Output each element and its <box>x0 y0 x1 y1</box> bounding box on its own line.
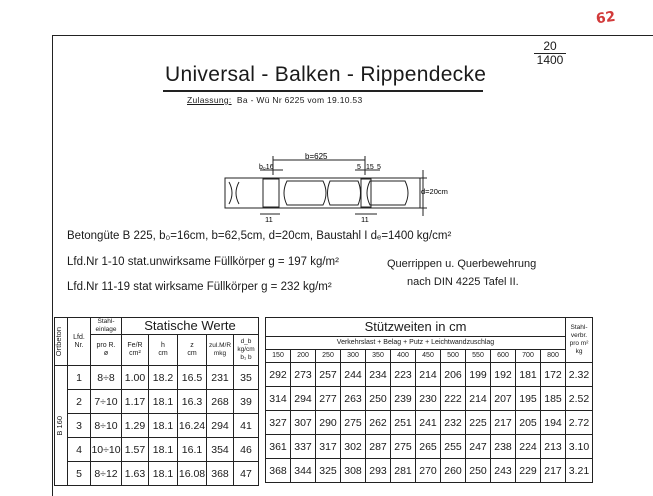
header-pro-rippe: pro R. <box>96 342 116 349</box>
header-lfd: Lfd. <box>73 333 85 341</box>
title-underline <box>163 90 483 92</box>
cell: 354 <box>207 438 234 462</box>
cell: 41 <box>234 414 259 438</box>
span-cell: 185 <box>541 387 566 411</box>
span-cell: 250 <box>466 459 491 483</box>
cell: 18.1 <box>149 438 178 462</box>
span-cell: 239 <box>391 387 416 411</box>
span-cell: 314 <box>266 387 291 411</box>
handwritten-annotation: 62 <box>594 8 617 28</box>
approval-text: Ba - Wü Nr 6225 vom 19.10.53 <box>236 95 363 105</box>
span-cell: 368 <box>266 459 291 483</box>
span-cell: 206 <box>441 363 466 387</box>
approval-label: Zulassung: <box>187 95 232 105</box>
header-ortbeton: Ortbeton <box>54 326 63 357</box>
span-cell: 292 <box>266 363 291 387</box>
span-cell: 225 <box>466 411 491 435</box>
cell: 16.24 <box>178 414 207 438</box>
span-cell: 217 <box>541 459 566 483</box>
span-cell: 223 <box>391 363 416 387</box>
span-header-cell: 550 <box>466 350 491 363</box>
spec-din: nach DIN 4225 Tafel II. <box>407 276 519 288</box>
span-cell: 192 <box>491 363 516 387</box>
steel-usage-cell: 3.21 <box>566 459 593 483</box>
span-cell: 205 <box>516 411 541 435</box>
span-cell: 302 <box>341 435 366 459</box>
span-header-cell: 800 <box>541 350 566 363</box>
cell: 5 <box>68 462 91 486</box>
span-cell: 217 <box>491 411 516 435</box>
span-cell: 230 <box>416 387 441 411</box>
span-cell: 214 <box>466 387 491 411</box>
span-cell: 247 <box>466 435 491 459</box>
span-cell: 337 <box>291 435 316 459</box>
header-b1: b₁ <box>240 354 247 361</box>
spec-cross-ribs: Querrippen u. Querbewehrung <box>387 258 537 270</box>
cell: 1.00 <box>122 366 149 390</box>
cell: 18.1 <box>149 414 178 438</box>
cell: 3 <box>68 414 91 438</box>
header-stahleinlage: Stahl-einlage <box>95 318 117 333</box>
span-cell: 232 <box>441 411 466 435</box>
cell: 18.1 <box>149 462 178 486</box>
span-header-cell: 500 <box>441 350 466 363</box>
table-row <box>266 363 593 387</box>
span-cell: 270 <box>416 459 441 483</box>
dim-five: 5 <box>357 164 361 171</box>
span-cell: 308 <box>341 459 366 483</box>
table-row <box>55 438 259 462</box>
cell: 16.5 <box>178 366 207 390</box>
span-cell: 262 <box>366 411 391 435</box>
page-title: Universal - Balken - Rippendecke <box>165 63 487 86</box>
spec-fillers-1-10: Lfd.Nr 1-10 stat.unwirksame Füllkörper g = 197 kg/m² <box>67 256 339 268</box>
span-cell: 229 <box>516 459 541 483</box>
span-cell: 265 <box>416 435 441 459</box>
span-cell: 214 <box>416 363 441 387</box>
span-header-cell: 200 <box>291 350 316 363</box>
span-cell: 327 <box>266 411 291 435</box>
span-cell: 293 <box>366 459 391 483</box>
page-number <box>534 40 566 67</box>
table-row <box>55 390 259 414</box>
cell: 16.3 <box>178 390 207 414</box>
dim-five-right: 5 <box>377 164 381 171</box>
side-label-b160: B 160 <box>55 415 64 436</box>
dim-b: b=625 <box>305 152 328 161</box>
header-db: d_b kg/cm <box>237 338 255 353</box>
span-cell: 287 <box>366 435 391 459</box>
cell: 368 <box>207 462 234 486</box>
cell: 8÷8 <box>91 366 122 390</box>
steel-usage-cell: 2.32 <box>566 363 593 387</box>
table-row <box>266 459 593 483</box>
dim-eleven-right: 11 <box>361 215 369 224</box>
cell: 16.1 <box>178 438 207 462</box>
cell: 18.2 <box>149 366 178 390</box>
span-cell: 244 <box>341 363 366 387</box>
span-cell: 281 <box>391 459 416 483</box>
steel-usage-cell: 2.72 <box>566 411 593 435</box>
cell: 46 <box>234 438 259 462</box>
span-header-cell: 350 <box>366 350 391 363</box>
cell: 231 <box>207 366 234 390</box>
header-nr: Nr. <box>74 341 84 349</box>
span-cell: 181 <box>516 363 541 387</box>
span-header-cell: 250 <box>316 350 341 363</box>
span-cell: 257 <box>316 363 341 387</box>
span-cell: 275 <box>391 435 416 459</box>
spec-concrete: Betongüte B 225, b₀=16cm, b=62,5cm, d=20cm, Baustahl I dₑ=1400 kg/cm² <box>67 230 452 242</box>
span-cell: 275 <box>341 411 366 435</box>
steel-usage-cell: 3.10 <box>566 435 593 459</box>
span-cell: 255 <box>441 435 466 459</box>
header-stuetzweiten: Stützweiten in cm <box>364 319 467 334</box>
cell: 7÷10 <box>91 390 122 414</box>
span-cell: 307 <box>291 411 316 435</box>
header-zul-m: zul.M/R <box>208 342 232 349</box>
cell: 1.57 <box>122 438 149 462</box>
cell: 47 <box>234 462 259 486</box>
span-cell: 294 <box>291 387 316 411</box>
span-cell: 251 <box>391 411 416 435</box>
header-b: b <box>248 354 252 361</box>
dim-b0: b₀16 <box>259 164 274 171</box>
span-cell: 241 <box>416 411 441 435</box>
cell: 18.1 <box>149 390 178 414</box>
header-statische-werte: Statische Werte <box>144 318 236 333</box>
header-stahlverbr: Stahl-verbr. <box>570 324 588 339</box>
span-cell: 194 <box>541 411 566 435</box>
table-row <box>55 366 259 390</box>
span-cell: 250 <box>366 387 391 411</box>
table-row <box>55 414 259 438</box>
page-number-bottom: 1400 <box>536 53 564 67</box>
cell: 10÷10 <box>91 438 122 462</box>
dim-d: d=20cm <box>421 187 448 196</box>
table-row <box>55 462 259 486</box>
header-h: h <box>161 342 165 349</box>
span-cell: 273 <box>291 363 316 387</box>
cell: 39 <box>234 390 259 414</box>
header-z: z <box>190 342 194 349</box>
span-cell: 277 <box>316 387 341 411</box>
cell: 1.29 <box>122 414 149 438</box>
span-cell: 213 <box>541 435 566 459</box>
span-cell: 238 <box>491 435 516 459</box>
dim-eleven-left: 11 <box>265 215 273 224</box>
cell: 268 <box>207 390 234 414</box>
span-cell: 263 <box>341 387 366 411</box>
span-cell: 260 <box>441 459 466 483</box>
span-cell: 325 <box>316 459 341 483</box>
cell: 1.17 <box>122 390 149 414</box>
span-cell: 317 <box>316 435 341 459</box>
cell: 4 <box>68 438 91 462</box>
span-cell: 172 <box>541 363 566 387</box>
cell: 16.08 <box>178 462 207 486</box>
cell: 8÷12 <box>91 462 122 486</box>
span-header-cell: 450 <box>416 350 441 363</box>
cell: 8÷10 <box>91 414 122 438</box>
steel-usage-cell: 2.52 <box>566 387 593 411</box>
static-values-table <box>54 317 259 486</box>
span-cell: 207 <box>491 387 516 411</box>
span-header-cell: 700 <box>516 350 541 363</box>
span-cell: 222 <box>441 387 466 411</box>
span-cell: 199 <box>466 363 491 387</box>
beam-cross-section-drawing <box>215 150 448 225</box>
dim-fifteen: 15 <box>366 164 374 171</box>
span-cell: 290 <box>316 411 341 435</box>
span-cell: 234 <box>366 363 391 387</box>
header-stahl-unit: pro m² kg <box>569 340 589 355</box>
span-widths-table <box>265 317 593 483</box>
header-phi: ø <box>103 350 109 357</box>
span-header-row <box>266 350 593 363</box>
span-cell: 224 <box>516 435 541 459</box>
header-z-unit: cm <box>187 350 197 357</box>
span-header-cell: 150 <box>266 350 291 363</box>
span-cell: 243 <box>491 459 516 483</box>
span-header-cell: 300 <box>341 350 366 363</box>
page-number-top: 20 <box>534 40 566 54</box>
header-h-unit: cm <box>158 350 168 357</box>
cell: 2 <box>68 390 91 414</box>
span-cell: 344 <box>291 459 316 483</box>
span-cell: 361 <box>266 435 291 459</box>
cell: 1.63 <box>122 462 149 486</box>
header-load-components: Verkehrslast + Belag + Putz + Leichtwandzuschlag <box>336 339 495 346</box>
span-header-cell: 600 <box>491 350 516 363</box>
header-m-unit: mkg <box>213 350 227 357</box>
header-fe: Fe/R <box>127 342 143 349</box>
approval-line <box>187 95 363 105</box>
table-row <box>266 387 593 411</box>
cell: 1 <box>68 366 91 390</box>
cell: 294 <box>207 414 234 438</box>
table-row <box>266 435 593 459</box>
cell: 35 <box>234 366 259 390</box>
header-fe-unit: cm² <box>129 350 141 357</box>
spec-fillers-11-19: Lfd.Nr 11-19 stat wirksame Füllkörper g = 232 kg/m² <box>67 281 332 293</box>
table-row <box>266 411 593 435</box>
span-header-cell: 400 <box>391 350 416 363</box>
span-cell: 195 <box>516 387 541 411</box>
